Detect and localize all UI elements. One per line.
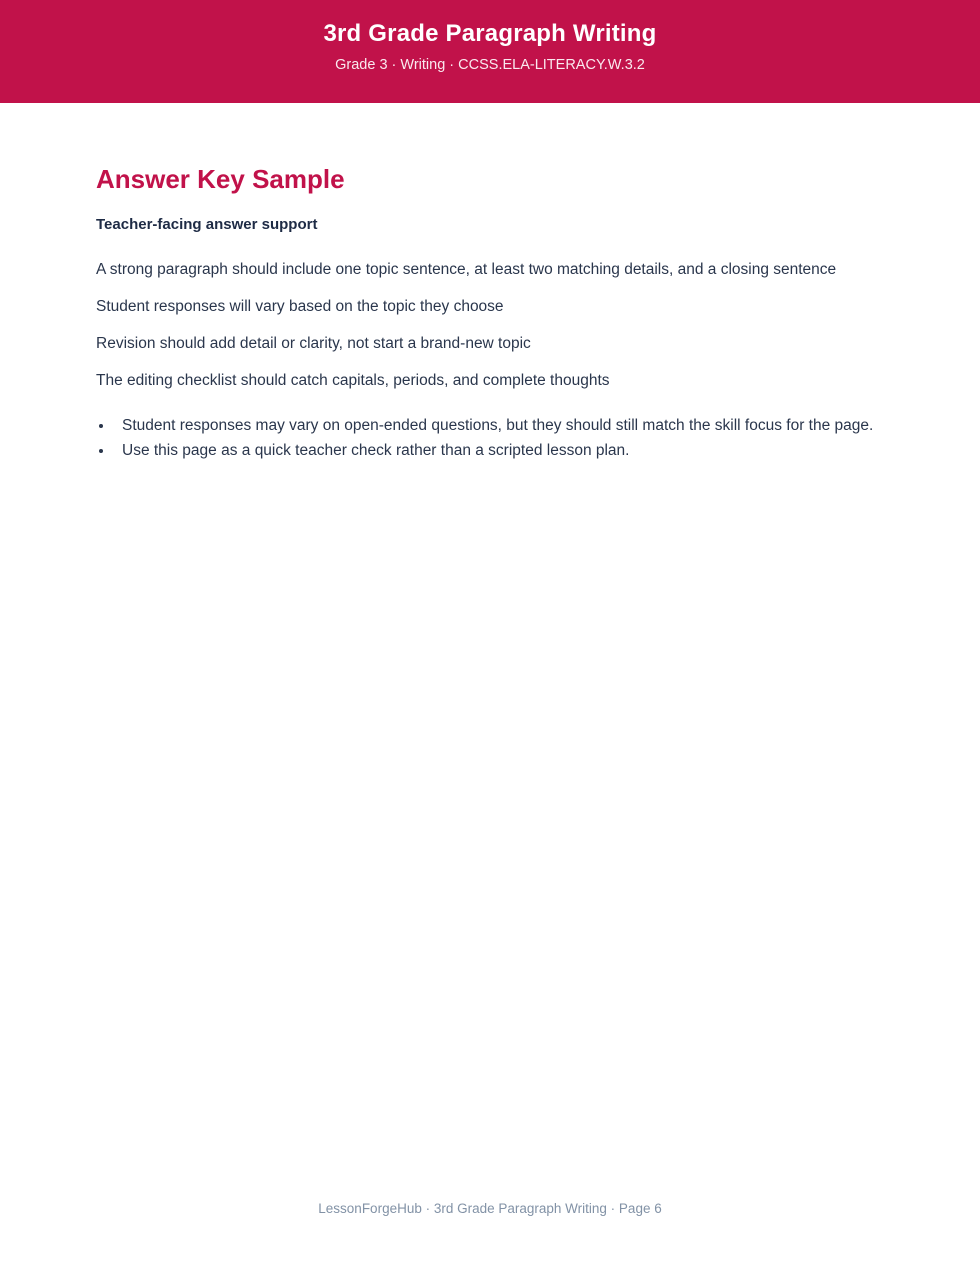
page-footer: [0, 1199, 980, 1219]
list-item-text: Use this page as a quick teacher check rather than a scripted lesson plan.: [122, 442, 630, 459]
page-title: 3rd Grade Paragraph Writing: [323, 20, 657, 47]
answer-paragraph: A strong paragraph should include one topic sentence, at least two matching details, and a closing sentence: [96, 261, 837, 278]
section-title: Answer Key Sample: [96, 164, 345, 194]
list-item-text: Student responses may vary on open-ended questions, but they should still match the skill focus for the page.: [122, 417, 874, 434]
list-item: [96, 438, 884, 463]
bullet-icon: [99, 449, 103, 453]
header-banner: [0, 0, 980, 103]
teacher-notes-list: [96, 413, 884, 463]
answer-paragraph: Revision should add detail or clarity, not start a brand-new topic: [96, 335, 531, 352]
section-subheading: Teacher-facing answer support: [96, 216, 318, 233]
answer-paragraph: Student responses will vary based on the topic they choose: [96, 298, 504, 315]
list-item: [96, 413, 884, 438]
answer-paragraph: The editing checklist should catch capitals, periods, and complete thoughts: [96, 372, 610, 389]
page-subtitle: Grade 3 · Writing · CCSS.ELA-LITERACY.W.3.2: [335, 57, 645, 73]
footer-text: LessonForgeHub · 3rd Grade Paragraph Writing · Page 6: [318, 1201, 662, 1216]
bullet-icon: [99, 424, 103, 428]
main-content: [0, 163, 980, 463]
